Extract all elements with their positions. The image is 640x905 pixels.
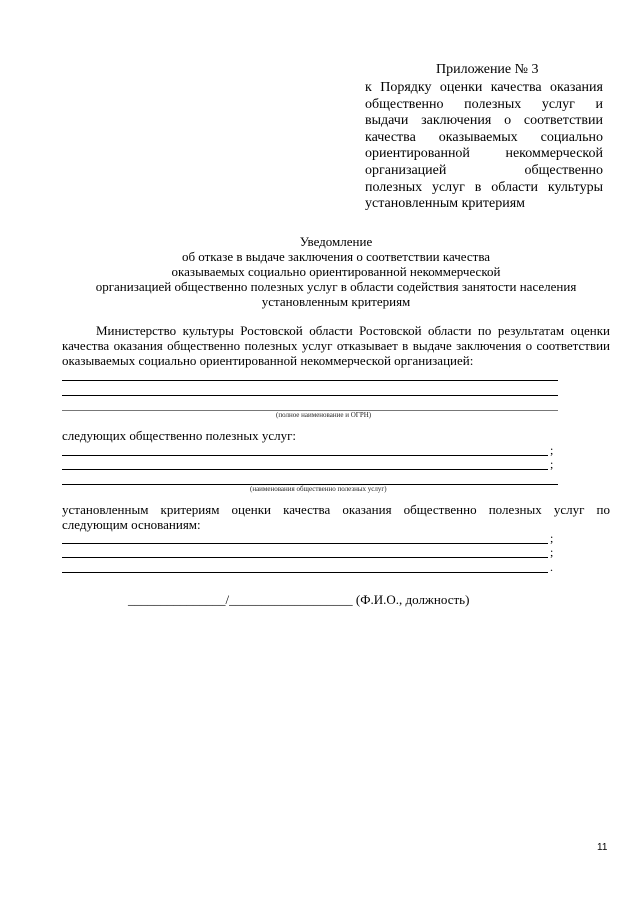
- org-name-line[interactable]: [62, 395, 558, 396]
- line-end-period: .: [550, 560, 553, 574]
- org-name-line[interactable]: [62, 380, 558, 381]
- appendix-line: организацией общественно: [365, 162, 603, 178]
- org-caption: (полное наименование и ОГРН): [276, 411, 372, 419]
- appendix-line: общественно полезных услуг и: [365, 96, 603, 112]
- name-position-blank[interactable]: ___________________: [229, 592, 353, 607]
- grounds-line[interactable]: [62, 543, 548, 544]
- line-end-semicolon: ;: [550, 545, 554, 559]
- appendix-line: полезных услуг в области культуры: [365, 179, 603, 195]
- notice-title: Уведомление: [299, 234, 373, 249]
- paragraph-line: качества оказания общественно полезных услуг отказывает в выдаче заключения о соответствии: [62, 338, 610, 353]
- signature-blank[interactable]: _______________: [128, 592, 226, 607]
- appendix-reference: [365, 80, 603, 213]
- appendix-line: к Порядку оценки качества оказания: [365, 80, 603, 95]
- body-paragraph: [62, 323, 610, 368]
- notice-subtitle-line: организацией общественно полезных услуг в области содействия занятости населения: [95, 279, 577, 294]
- line-end-semicolon: ;: [550, 457, 554, 471]
- criteria-text: [62, 502, 610, 532]
- paragraph-line: оказываемых социально ориентированной некоммерческой организацией:: [62, 353, 474, 368]
- appendix-title: Приложение № 3: [436, 62, 539, 77]
- page-number: 11: [597, 842, 608, 853]
- appendix-line: качества оказываемых социально: [365, 129, 603, 145]
- appendix-line: установленным критериям: [365, 196, 526, 212]
- paragraph-line: Министерство культуры Ростовской области Ростовской области по результатам оценки: [96, 323, 610, 338]
- signature-block: [128, 592, 469, 608]
- signature-separator: /: [225, 592, 230, 607]
- appendix-line: выдачи заключения о соответствии: [365, 113, 603, 129]
- service-line[interactable]: [62, 469, 548, 470]
- criteria-line: следующим основаниям:: [62, 517, 201, 532]
- criteria-line: установленным критериям оценки качества оказания общественно полезных услуг по: [62, 502, 610, 517]
- notice-subtitle-line: установленным критериям: [261, 294, 411, 309]
- line-end-semicolon: ;: [550, 443, 554, 457]
- notice-subtitle: [60, 249, 612, 309]
- services-label: следующих общественно полезных услуг:: [62, 428, 297, 443]
- notice-subtitle-line: оказываемых социально ориентированной некоммерческой: [171, 264, 501, 279]
- signature-label: (Ф.И.О., должность): [355, 592, 470, 607]
- appendix-line: ориентированной некоммерческой: [365, 146, 603, 162]
- services-caption: (наименования общественно полезных услуг): [250, 485, 387, 493]
- notice-subtitle-line: об отказе в выдаче заключения о соответствии качества: [181, 249, 491, 264]
- grounds-line[interactable]: [62, 557, 548, 558]
- grounds-line[interactable]: [62, 572, 548, 573]
- line-end-semicolon: ;: [550, 531, 554, 545]
- service-line[interactable]: [62, 455, 548, 456]
